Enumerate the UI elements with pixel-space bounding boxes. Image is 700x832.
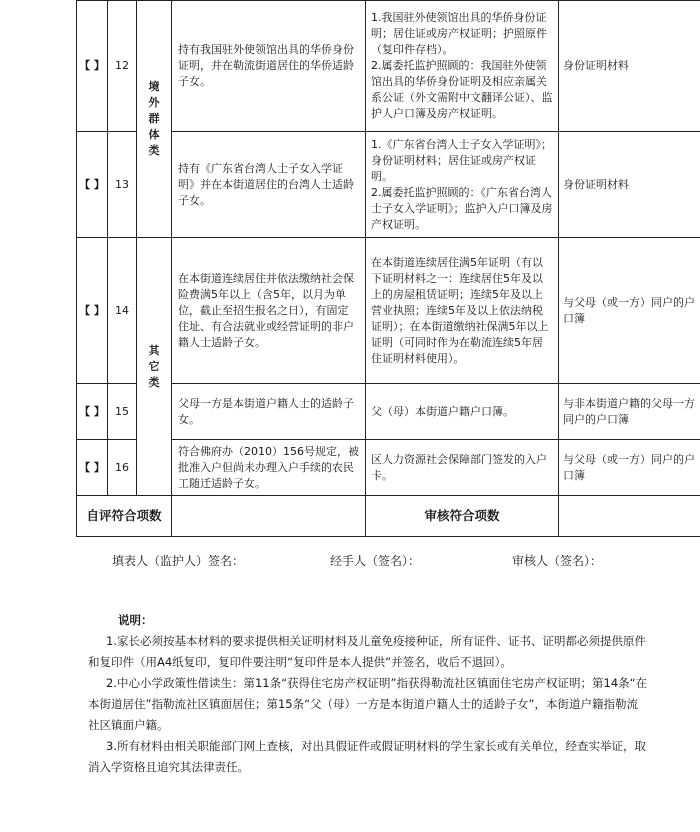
checkbox-bracket[interactable]: 【 】: [77, 238, 108, 384]
note-item: 3.所有材料由相关职能部门网上查核，对出具假证件或假证明材料的学生家长或有关单位，经查实举证，取消入学资格且追究其法律责任。: [88, 739, 646, 774]
note-cell: 身份证明材料: [559, 1, 700, 132]
checkbox-bracket[interactable]: 【 】: [77, 440, 108, 496]
note-cell: 与父母（或一方）同户的户口簿: [559, 440, 700, 496]
condition-cell: 父母一方是本街道户籍人士的适龄子女。: [172, 384, 366, 440]
note-item: 2.中心小学政策性借读生：第11条“获得住宅房产权证明”指获得勒流社区镇面住宅房产权证明；第14条“在本街道居住”指勒流社区镇面居住；第15条“父（母）一方是本街道户籍人士的适龄子女”，本街道户籍指勒流社区镇面户籍。: [88, 676, 648, 732]
category-label: 其它类: [148, 343, 160, 389]
category-cell-other: [137, 238, 172, 496]
note-cell: 与父母（或一方）同户的户口簿: [559, 238, 700, 384]
item-number: 14: [108, 238, 137, 384]
criteria-table: [76, 0, 700, 537]
item-number: 13: [108, 132, 137, 238]
condition-cell: 持有《广东省台湾人士子女入学证明》并在本街道居住的台湾人士适龄子女。: [172, 132, 366, 238]
materials-cell: 1.我国驻外使领馆出具的华侨身份证明；居住证或房产权证明；护照原件（复印件存档）。 2.属委托监护照顾的：我国驻外使领馆出具的华侨身份证明及相应亲属关系公证（外文需附中文翻译公证）、监护人户口簿及房产权证明。: [366, 1, 559, 132]
condition-cell: 持有我国驻外使领馆出具的华侨身份证明，并在勒流街道居住的华侨适龄子女。: [172, 1, 366, 132]
checkbox-bracket[interactable]: 【 】: [77, 1, 108, 132]
category-label: 境外群体类: [148, 80, 160, 157]
materials-cell: 1.《广东省台湾人士子女入学证明》；身份证明材料；居住证或房产权证明。 2.属委托监护照顾的：《广东省台湾人士子女入学证明》；监护入户口簿及房产权证明。: [366, 132, 559, 238]
item-number: 16: [108, 440, 137, 496]
review-count-label: 审核符合项数: [366, 496, 559, 537]
handler-signature[interactable]: 经手人（签名）：: [330, 554, 421, 568]
reviewer-signature[interactable]: 审核人（签名）：: [512, 554, 603, 568]
summary-row: [77, 496, 700, 537]
note-cell: 与非本街道户籍的父母一方同户的户口簿: [559, 384, 700, 440]
notes-section: [88, 610, 648, 778]
table-row: [77, 1, 700, 132]
condition-cell: 在本街道连续居住并依法缴纳社会保险费满5年以上（含5年，以月为单位，截止至招生报名之日），有固定住址、有合法就业或经营证明的非户籍人士适龄子女。: [172, 238, 366, 384]
filler-signature[interactable]: 填表人（监护人）签名：: [112, 554, 245, 568]
materials-cell: 在本街道连续居住满5年证明（有以下证明材料之一：连续居住5年及以上的房屋租赁证明；连续5年及以上营业执照；连续5年及以上依法纳税证明）；在本街道缴纳社保满5年以上证明（可同时作为在勒流连续5年居住证明材料使用）。: [366, 238, 559, 384]
table-row: [77, 238, 700, 384]
materials-cell: 区人力资源社会保障部门签发的入户卡。: [366, 440, 559, 496]
condition-cell: 符合佛府办（2010）156号规定，被批准入户但尚未办理入户手续的农民工随迁适龄子女。: [172, 440, 366, 496]
note-item: 1.家长必须按基本材料的要求提供相关证明材料及儿童免疫接种证，所有证件、证书、证明都必须提供原件和复印件（用A4纸复印，复印件要注明“复印件是本人提供”并签名，收后不退回）。: [88, 634, 646, 669]
category-cell-overseas: [137, 1, 172, 238]
self-count-label: 自评符合项数: [77, 496, 172, 537]
self-count-value[interactable]: [172, 496, 366, 537]
notes-heading: 说明：: [118, 613, 153, 627]
checkbox-bracket[interactable]: 【 】: [77, 384, 108, 440]
note-cell: 身份证明材料: [559, 132, 700, 238]
materials-cell: 父（母）本街道户籍户口簿。: [366, 384, 559, 440]
review-count-value[interactable]: [559, 496, 700, 537]
item-number: 12: [108, 1, 137, 132]
checkbox-bracket[interactable]: 【 】: [77, 132, 108, 238]
item-number: 15: [108, 384, 137, 440]
